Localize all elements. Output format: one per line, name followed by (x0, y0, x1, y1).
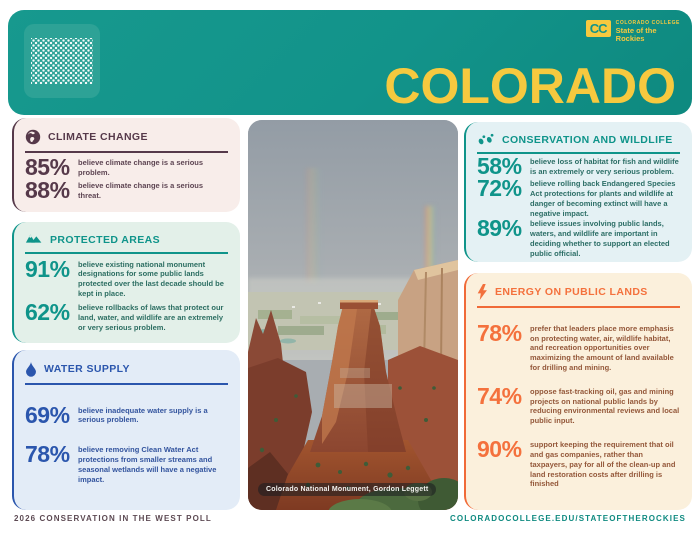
card-header (477, 133, 680, 146)
stat-row (25, 440, 228, 485)
stat-row (25, 298, 228, 333)
stat-value: 88% (25, 177, 70, 204)
stat-text: prefer that leaders place more emphasis on protecting water, air, wildlife habitat, and recreation opportunities over maximizing the amount of land available for drilling and mining. (530, 323, 674, 373)
footer-url[interactable]: COLORADOCOLLEGE.EDU/STATEOFTHEROCKIES (450, 514, 686, 523)
card-header (25, 129, 228, 145)
photo-caption: Colorado National Monument, Gordon Leggett (258, 483, 436, 496)
stat-list (25, 385, 228, 502)
halftone-pattern (31, 38, 93, 84)
card-title: WATER SUPPLY (44, 363, 130, 375)
footer-bar (14, 514, 686, 523)
stat-list (477, 154, 680, 259)
card-header (25, 233, 228, 246)
stat-row (477, 215, 680, 259)
card-protected-areas (12, 222, 240, 343)
stat-value: 72% (477, 174, 522, 201)
stat-row (25, 401, 228, 428)
card-energy-public-lands (464, 273, 692, 510)
water-drop-icon (25, 361, 37, 377)
stat-text: support keeping the requirement that oil and gas companies, rather than taxpayers, pay for all of the clean-up and land restoration costs after drilling is finished (530, 439, 676, 489)
stat-row (25, 255, 228, 300)
stat-value: 78% (477, 319, 522, 346)
stat-text: believe climate change is a serious threat. (78, 181, 204, 201)
animal-tracks-icon (477, 133, 495, 146)
stat-list (25, 153, 228, 204)
card-header (25, 361, 228, 377)
stat-value: 74% (477, 382, 522, 409)
logo-text (616, 20, 680, 44)
stat-row (477, 435, 680, 489)
card-title: ENERGY ON PUBLIC LANDS (495, 286, 648, 298)
stat-text: believe loss of habitat for fish and wildlife is an extremely or very serious problem. (530, 157, 679, 176)
stat-value: 62% (25, 298, 70, 325)
page-title: COLORADO (384, 58, 676, 114)
card-conservation-wildlife (464, 122, 692, 262)
stat-text: believe climate change is a serious problem. (78, 157, 204, 177)
stat-text: believe existing national monument designations for some public lands protected over the last decade should be kept in place. (78, 259, 224, 299)
stat-text: believe issues involving public lands, waters, and wildlife are important in deciding whether to support an elected public official. (530, 219, 670, 259)
stat-value: 91% (25, 255, 70, 282)
logo-program-name: State of the Rockies (615, 26, 657, 44)
stat-row (477, 174, 680, 219)
card-climate-change (12, 118, 240, 212)
stat-value: 78% (25, 440, 70, 467)
mountains-icon (25, 233, 43, 246)
card-title: CLIMATE CHANGE (48, 131, 148, 143)
stat-row (25, 153, 228, 180)
stat-text: believe removing Clean Water Act protections from smaller streams and seasonal wetlands will have a negative impact. (78, 444, 217, 484)
monument-photo (248, 120, 458, 510)
colorado-flag-tile (24, 24, 100, 98)
card-title: PROTECTED AREAS (50, 233, 161, 246)
cc-logo-icon: CC (586, 20, 611, 37)
stat-value: 89% (477, 215, 522, 242)
stat-text: believe inadequate water supply is a serious problem. (78, 405, 208, 425)
stat-value: 85% (25, 153, 70, 180)
stat-list (477, 308, 680, 502)
monument-photo-illustration (248, 120, 458, 510)
globe-icon (25, 129, 41, 145)
stat-row (477, 319, 680, 373)
stat-text: believe rolling back Endangered Species Act protections for plants and wildlife at danger of becoming extinct will have a negative impact. (530, 178, 676, 218)
stat-text: believe rollbacks of laws that protect our land, water, and wildlife are an extremely or very serious problem. (78, 302, 224, 332)
stat-text: oppose fast-tracking oil, gas and mining projects on national public lands by reducing environmental reviews and local public input. (530, 386, 680, 426)
card-title: CONSERVATION AND WILDLIFE (502, 133, 673, 146)
card-header (477, 284, 680, 300)
card-water-supply (12, 350, 240, 510)
stat-list (25, 254, 228, 335)
stat-value: 69% (25, 401, 70, 428)
header-band (8, 10, 692, 115)
stat-value: 58% (477, 153, 522, 179)
logo-college-name: COLORADO COLLEGE (615, 20, 680, 26)
stat-row (25, 177, 228, 204)
lightning-bolt-icon (477, 284, 488, 300)
footer-poll-name: 2026 CONSERVATION IN THE WEST POLL (14, 514, 212, 523)
stat-row (477, 382, 680, 427)
stat-value: 90% (477, 435, 522, 462)
college-logo (586, 20, 680, 44)
